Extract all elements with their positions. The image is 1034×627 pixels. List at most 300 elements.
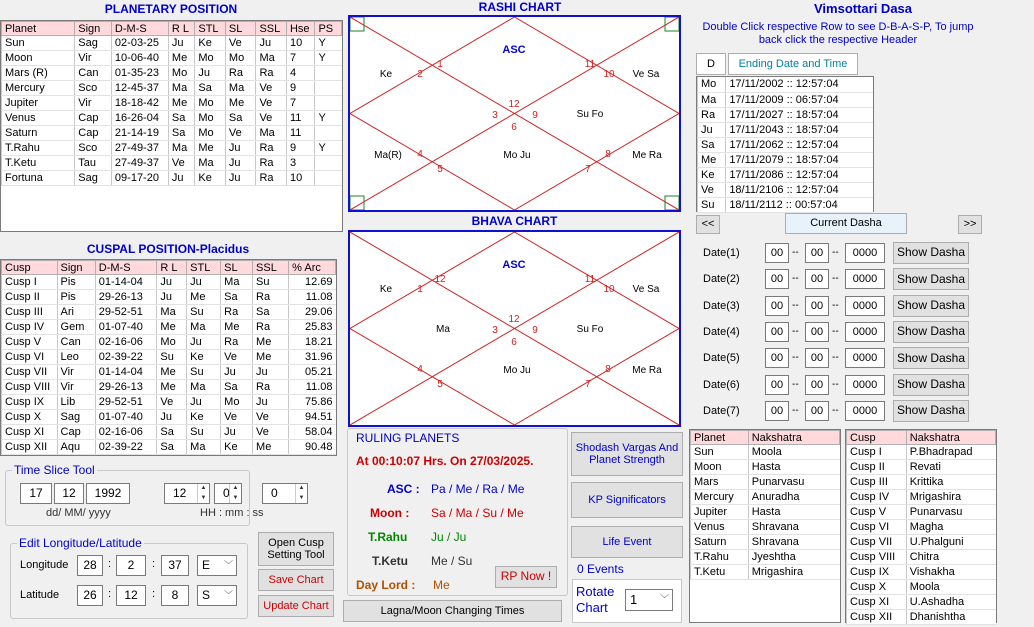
table-cell: Ju — [225, 171, 256, 186]
table-cell: Me — [698, 152, 726, 167]
date-day-input[interactable]: 00 — [765, 269, 789, 289]
date-sep: -- — [832, 273, 839, 285]
date-day-input[interactable]: 00 — [765, 375, 789, 395]
table-cell: Me — [253, 335, 289, 350]
table-cell: Ju — [256, 36, 287, 51]
rashi-house-num: 10 — [603, 69, 615, 80]
longlat-title: Edit Longitude/Latitude — [19, 536, 142, 550]
table-row[interactable] — [691, 520, 840, 535]
table-row[interactable] — [847, 580, 996, 595]
table-cell: 11 — [286, 111, 315, 126]
table-row[interactable] — [2, 171, 342, 186]
table-cell: Sa — [168, 126, 194, 141]
table-cell: Ju — [168, 171, 194, 186]
table-cell: Ma — [168, 141, 194, 156]
ruling-value: Ju / Ju — [431, 530, 467, 544]
table-row[interactable] — [698, 182, 874, 197]
table-row[interactable] — [691, 490, 840, 505]
table-cell: 27-49-37 — [111, 156, 168, 171]
table-cell: Cusp IV — [847, 490, 907, 505]
dasa-list[interactable] — [696, 76, 874, 212]
table-cell: Y — [315, 111, 342, 126]
date-label: Date(3) — [703, 299, 740, 312]
planetary-grid — [1, 21, 342, 186]
latitude-min[interactable]: 12 — [116, 585, 146, 606]
date-sep: -- — [792, 299, 799, 311]
table-cell: Su — [187, 425, 221, 440]
table-row[interactable] — [847, 475, 996, 490]
rashi-house-num: 4 — [417, 149, 423, 160]
table-row[interactable] — [698, 167, 874, 182]
table-cell: Me — [225, 96, 256, 111]
table-cell: Cusp VI — [2, 350, 58, 365]
table-cell: 10 — [286, 36, 315, 51]
table-cell: 17/11/2043 :: 18:57:04 — [726, 122, 873, 137]
table-cell: Ju — [187, 395, 221, 410]
table-row[interactable] — [2, 350, 336, 365]
table-row[interactable] — [2, 141, 342, 156]
planetary-position-table[interactable] — [0, 20, 343, 232]
bhava-asc-label: ASC — [502, 259, 526, 271]
rashi-house-num: 5 — [437, 164, 443, 175]
table-row[interactable] — [691, 475, 840, 490]
hour-spin-icon[interactable]: ▲ ▼ — [197, 484, 209, 503]
current-dasha-button[interactable]: Current Dasha — [785, 213, 907, 234]
table-cell: 11.08 — [289, 290, 336, 305]
table-cell: Gem — [57, 320, 95, 335]
latitude-dir-select[interactable] — [197, 585, 237, 606]
table-row[interactable] — [847, 610, 996, 625]
longitude-deg[interactable]: 28 — [77, 555, 103, 576]
cusp-nakshatra-table[interactable] — [845, 429, 997, 623]
day-input[interactable]: 17 — [20, 483, 52, 504]
table-cell: Fortuna — [2, 171, 75, 186]
show-dasha-button[interactable]: Show Dasha — [893, 321, 969, 343]
table-cell: Saturn — [691, 535, 749, 550]
table-row[interactable] — [2, 335, 336, 350]
date-sep: -- — [792, 378, 799, 390]
table-cell: 02-39-22 — [95, 350, 157, 365]
table-row[interactable] — [847, 565, 996, 580]
rotate-select[interactable] — [625, 589, 673, 611]
rashi-house-num: 9 — [532, 110, 538, 121]
column-header[interactable]: R L — [157, 261, 187, 275]
dasa-title: Vimsottari Dasa — [813, 1, 913, 16]
table-cell: Mercury — [691, 490, 749, 505]
colon: : — [108, 558, 112, 570]
rashi-asc-label: ASC — [502, 44, 526, 56]
bhava-planet-label: Ke — [379, 284, 393, 295]
table-cell: Me — [157, 320, 187, 335]
date-month-input[interactable]: 00 — [805, 243, 829, 263]
date-day-input[interactable]: 00 — [765, 401, 789, 421]
table-cell — [315, 156, 342, 171]
table-cell: 12.69 — [289, 275, 336, 290]
table-cell: Saturn — [2, 126, 75, 141]
life-event-button[interactable]: Life Event — [571, 526, 683, 558]
table-cell: Ve — [256, 111, 287, 126]
date-label: Date(5) — [703, 352, 740, 365]
date-format-label: dd/ MM/ yyyy — [46, 507, 111, 519]
rotate-value: 1 — [630, 592, 638, 607]
date-year-input[interactable]: 0000 — [845, 296, 885, 316]
bhava-chart[interactable] — [348, 230, 681, 427]
table-cell: Cusp IX — [847, 565, 907, 580]
table-cell: Cusp XII — [2, 440, 58, 455]
table-cell: Ve — [157, 395, 187, 410]
column-header[interactable]: SL — [221, 261, 253, 275]
table-cell: Me — [253, 440, 289, 455]
table-cell: 17/11/2062 :: 12:57:04 — [726, 137, 873, 152]
latitude-dir-value: S — [202, 588, 211, 602]
table-row[interactable] — [698, 137, 874, 152]
table-row[interactable] — [2, 395, 336, 410]
date-sep: -- — [832, 247, 839, 258]
bhava-house-num: 12 — [508, 314, 520, 325]
cusp-nakshatra-grid — [846, 430, 996, 625]
ruling-planets-title: RULING PLANETS — [356, 431, 460, 445]
table-cell: Me — [157, 365, 187, 380]
table-cell — [315, 96, 342, 111]
longitude-min[interactable]: 2 — [116, 555, 146, 576]
table-cell: Cusp VIII — [847, 550, 907, 565]
rashi-chart-title: RASHI CHART — [478, 0, 562, 14]
table-cell: Ju — [221, 365, 253, 380]
bhava-house-num: 12 — [434, 274, 446, 285]
column-header[interactable]: Planet — [691, 431, 749, 445]
table-cell: Mo — [195, 126, 226, 141]
table-cell: Ma — [187, 440, 221, 455]
ruling-value: Me — [433, 578, 450, 592]
table-cell: 11.08 — [289, 380, 336, 395]
ruling-label: T.Ketu — [372, 554, 408, 568]
date-year-input[interactable]: 0000 — [845, 375, 885, 395]
bhava-chart-title: BHAVA CHART — [471, 214, 558, 228]
minute-spin-icon[interactable]: ▲ ▼ — [229, 484, 241, 503]
column-header[interactable]: Sign — [75, 22, 112, 36]
table-cell: Sco — [75, 141, 112, 156]
second-value: 0 — [271, 486, 278, 500]
column-header[interactable]: % Arc — [289, 261, 336, 275]
table-row[interactable] — [2, 305, 336, 320]
table-cell: Ju — [157, 290, 187, 305]
column-header[interactable]: Nakshatra — [748, 431, 839, 445]
table-row[interactable] — [2, 275, 336, 290]
table-cell: Ju — [187, 335, 221, 350]
table-cell: Mo — [157, 335, 187, 350]
ruling-value: Me / Su — [431, 554, 473, 568]
save-chart-button[interactable]: Save Chart — [258, 569, 334, 591]
table-cell: U.Phalguni — [906, 535, 995, 550]
table-cell: Hasta — [748, 460, 839, 475]
date-year-input[interactable]: 0000 — [845, 348, 885, 368]
lagna-moon-times-button[interactable]: Lagna/Moon Changing Times — [343, 600, 562, 622]
ruling-value: Sa / Ma / Su / Me — [431, 506, 524, 520]
table-row[interactable] — [698, 107, 874, 122]
table-cell: Sa — [253, 305, 289, 320]
longitude-dir-select[interactable] — [197, 555, 237, 576]
table-row[interactable] — [847, 535, 996, 550]
table-cell: Revati — [906, 460, 995, 475]
longitude-label: Longitude — [20, 559, 69, 571]
date-month-input[interactable]: 00 — [805, 375, 829, 395]
date-year-input[interactable]: 0000 — [845, 269, 885, 289]
table-cell: Ma — [256, 51, 287, 66]
table-cell: 02-16-06 — [95, 335, 157, 350]
column-header[interactable]: Nakshatra — [906, 431, 995, 445]
show-dasha-button[interactable]: Show Dasha — [893, 347, 969, 369]
date-day-input[interactable]: 00 — [765, 296, 789, 316]
table-cell: Ari — [57, 305, 95, 320]
table-row[interactable] — [2, 111, 342, 126]
rashi-house-num: 8 — [605, 149, 611, 160]
column-header[interactable]: SSL — [253, 261, 289, 275]
table-row[interactable] — [2, 380, 336, 395]
table-cell: 01-14-04 — [95, 365, 157, 380]
table-cell: Sun — [691, 445, 749, 460]
date-year-input[interactable]: 0000 — [845, 243, 885, 263]
table-row[interactable] — [847, 550, 996, 565]
column-header[interactable]: Hse — [286, 22, 315, 36]
table-cell: Can — [57, 335, 95, 350]
table-cell: Ke — [187, 350, 221, 365]
table-row[interactable] — [847, 490, 996, 505]
table-cell: Sag — [75, 36, 112, 51]
rashi-planet-label: Ma(R) — [374, 150, 402, 161]
table-row[interactable] — [691, 505, 840, 520]
table-cell: Mo — [698, 77, 726, 92]
table-cell: Cusp XI — [847, 595, 907, 610]
table-row[interactable] — [2, 410, 336, 425]
table-row[interactable] — [847, 520, 996, 535]
date-day-input[interactable]: 00 — [765, 243, 789, 263]
table-cell: Can — [75, 66, 112, 81]
table-row[interactable] — [847, 445, 996, 460]
rashi-planet-label: Me Ra — [632, 150, 662, 161]
date-year-input[interactable]: 0000 — [845, 322, 885, 342]
date-month-input[interactable]: 00 — [805, 296, 829, 316]
table-cell: Ve — [221, 410, 253, 425]
table-cell: 21-14-19 — [111, 126, 168, 141]
show-dasha-button[interactable]: Show Dasha — [893, 295, 969, 317]
rashi-planet-label: Ve Sa — [632, 69, 660, 80]
colon: : — [152, 558, 156, 570]
table-row[interactable] — [698, 197, 874, 212]
table-row[interactable] — [2, 320, 336, 335]
date-year-input[interactable]: 0000 — [845, 401, 885, 421]
table-cell: Cusp VIII — [2, 380, 58, 395]
table-row[interactable] — [2, 96, 342, 111]
table-cell: Su — [187, 365, 221, 380]
date-label: Date(6) — [703, 378, 740, 391]
table-cell: Ju — [225, 156, 256, 171]
table-cell: Me — [221, 320, 253, 335]
cuspal-position-table[interactable] — [0, 259, 337, 456]
table-cell: 29.06 — [289, 305, 336, 320]
date-sep: -- — [832, 352, 839, 364]
table-row[interactable] — [698, 77, 874, 92]
table-cell: 18-18-42 — [111, 96, 168, 111]
table-row[interactable] — [2, 66, 342, 81]
date-month-input[interactable]: 00 — [805, 348, 829, 368]
column-header[interactable]: Cusp — [847, 431, 907, 445]
table-cell: Ma — [195, 156, 226, 171]
table-cell: 16-26-04 — [111, 111, 168, 126]
table-cell: Ra — [256, 66, 287, 81]
table-cell: Mrigashira — [748, 565, 839, 580]
colon: : — [108, 588, 112, 600]
rashi-planet-label: Mo Ju — [503, 150, 531, 161]
month-input[interactable]: 12 — [54, 483, 84, 504]
table-row[interactable] — [691, 460, 840, 475]
table-row[interactable] — [691, 565, 840, 580]
date-month-input[interactable]: 00 — [805, 322, 829, 342]
table-cell: P.Bhadrapad — [906, 445, 995, 460]
year-input[interactable]: 1992 — [86, 483, 130, 504]
time-format-label: HH : mm : ss — [200, 507, 264, 519]
column-header[interactable]: STL — [195, 22, 226, 36]
planet-nakshatra-table[interactable] — [689, 429, 841, 623]
dasa-col-date-header[interactable]: Ending Date and Time — [728, 53, 858, 75]
table-cell: 11 — [286, 126, 315, 141]
bhava-house-num: 10 — [603, 284, 615, 295]
table-row[interactable] — [698, 92, 874, 107]
table-cell: Ma — [256, 126, 287, 141]
latitude-deg[interactable]: 26 — [77, 585, 103, 606]
rp-now-button[interactable]: RP Now ! — [495, 566, 557, 588]
column-header[interactable]: Sign — [57, 261, 95, 275]
dasa-next-button[interactable]: >> — [958, 215, 982, 234]
table-row[interactable] — [2, 156, 342, 171]
column-header[interactable]: STL — [187, 261, 221, 275]
table-cell: Ke — [195, 36, 226, 51]
bhava-house-num: 1 — [417, 284, 423, 295]
column-header[interactable]: D-M-S — [95, 261, 157, 275]
table-row[interactable] — [847, 505, 996, 520]
table-cell: Vir — [57, 380, 95, 395]
latitude-sec[interactable]: 8 — [161, 585, 189, 606]
table-cell: Ju — [221, 425, 253, 440]
latitude-label: Latitude — [20, 589, 60, 601]
table-row[interactable] — [2, 290, 336, 305]
table-cell: 10 — [286, 171, 315, 186]
bhava-planet-label: Ma — [436, 324, 450, 335]
table-cell: 18.21 — [289, 335, 336, 350]
date-day-input[interactable]: 00 — [765, 348, 789, 368]
hour-stepper[interactable] — [164, 483, 210, 504]
bhava-house-num: 5 — [437, 379, 443, 390]
second-stepper[interactable] — [262, 483, 308, 504]
table-cell: 02-39-22 — [95, 440, 157, 455]
date-month-input[interactable]: 00 — [805, 269, 829, 289]
table-row[interactable] — [2, 425, 336, 440]
table-cell: Mercury — [2, 81, 75, 96]
date-label: Date(4) — [703, 325, 740, 338]
table-row[interactable] — [691, 550, 840, 565]
column-header[interactable]: R L — [168, 22, 194, 36]
column-header[interactable]: SL — [225, 22, 256, 36]
table-row[interactable] — [2, 51, 342, 66]
table-row[interactable] — [847, 460, 996, 475]
table-row[interactable] — [2, 126, 342, 141]
show-dasha-button[interactable]: Show Dasha — [893, 242, 969, 264]
column-header[interactable]: Cusp — [2, 261, 58, 275]
table-cell: Ju — [168, 36, 194, 51]
column-header[interactable]: Planet — [2, 22, 75, 36]
table-cell: 90.48 — [289, 440, 336, 455]
date-sep: -- — [792, 273, 799, 285]
date-sep: -- — [832, 378, 839, 390]
table-cell: Ve — [221, 350, 253, 365]
show-dasha-button[interactable]: Show Dasha — [893, 374, 969, 396]
chevron-down-icon: ﹀ — [223, 590, 233, 600]
open-cusp-setting-button[interactable]: Open Cusp Setting Tool — [258, 532, 334, 566]
date-month-input[interactable]: 00 — [805, 401, 829, 421]
table-cell: Tau — [75, 156, 112, 171]
table-cell: Shravana — [748, 535, 839, 550]
table-row[interactable] — [847, 595, 996, 610]
bhava-planet-label: Mo Ju — [503, 365, 531, 376]
update-chart-button[interactable]: Update Chart — [258, 595, 334, 617]
rashi-house-num: 3 — [492, 110, 498, 121]
bhava-planet-label: Su Fo — [576, 324, 604, 335]
table-cell: Moon — [2, 51, 75, 66]
table-cell: Ra — [253, 380, 289, 395]
table-row[interactable] — [691, 445, 840, 460]
table-cell: Ma — [187, 380, 221, 395]
dasa-prev-button[interactable]: << — [696, 215, 720, 234]
second-spin-icon[interactable]: ▲ ▼ — [295, 484, 307, 503]
column-header[interactable]: PS — [315, 22, 342, 36]
table-row[interactable] — [2, 365, 336, 380]
column-header[interactable]: D-M-S — [111, 22, 168, 36]
bhava-house-num: 9 — [532, 325, 538, 336]
table-cell: 75.86 — [289, 395, 336, 410]
show-dasha-button[interactable]: Show Dasha — [893, 400, 969, 422]
rashi-chart[interactable] — [348, 15, 681, 212]
table-cell: Ju — [187, 275, 221, 290]
bhava-house-num: 6 — [511, 337, 517, 348]
table-cell: Vir — [75, 51, 112, 66]
kp-significators-button[interactable]: KP Significators — [571, 482, 683, 518]
table-row[interactable] — [698, 152, 874, 167]
table-header-row — [2, 22, 342, 36]
table-cell: Cusp II — [2, 290, 58, 305]
table-row[interactable] — [2, 81, 342, 96]
dasa-col-d-header[interactable]: D — [696, 53, 726, 75]
table-cell: Su — [157, 350, 187, 365]
show-dasha-button[interactable]: Show Dasha — [893, 268, 969, 290]
table-row[interactable] — [691, 535, 840, 550]
minute-stepper[interactable] — [214, 483, 242, 504]
table-row[interactable] — [698, 122, 874, 137]
table-header-row — [2, 261, 336, 275]
longitude-sec[interactable]: 37 — [161, 555, 189, 576]
chevron-down-icon: ﹀ — [659, 594, 669, 604]
rashi-chart-svg — [350, 17, 679, 210]
table-cell: Punarvasu — [748, 475, 839, 490]
date-sep: -- — [832, 325, 839, 337]
table-row[interactable] — [2, 440, 336, 455]
table-row[interactable] — [2, 36, 342, 51]
shodash-vargas-button[interactable]: Shodash Vargas And Planet Strength — [571, 432, 683, 476]
table-cell: Mo — [168, 66, 194, 81]
table-cell: Ve — [253, 425, 289, 440]
column-header[interactable]: SSL — [256, 22, 287, 36]
table-cell: Lib — [57, 395, 95, 410]
table-cell: 17/11/2009 :: 06:57:04 — [726, 92, 873, 107]
date-day-input[interactable]: 00 — [765, 322, 789, 342]
